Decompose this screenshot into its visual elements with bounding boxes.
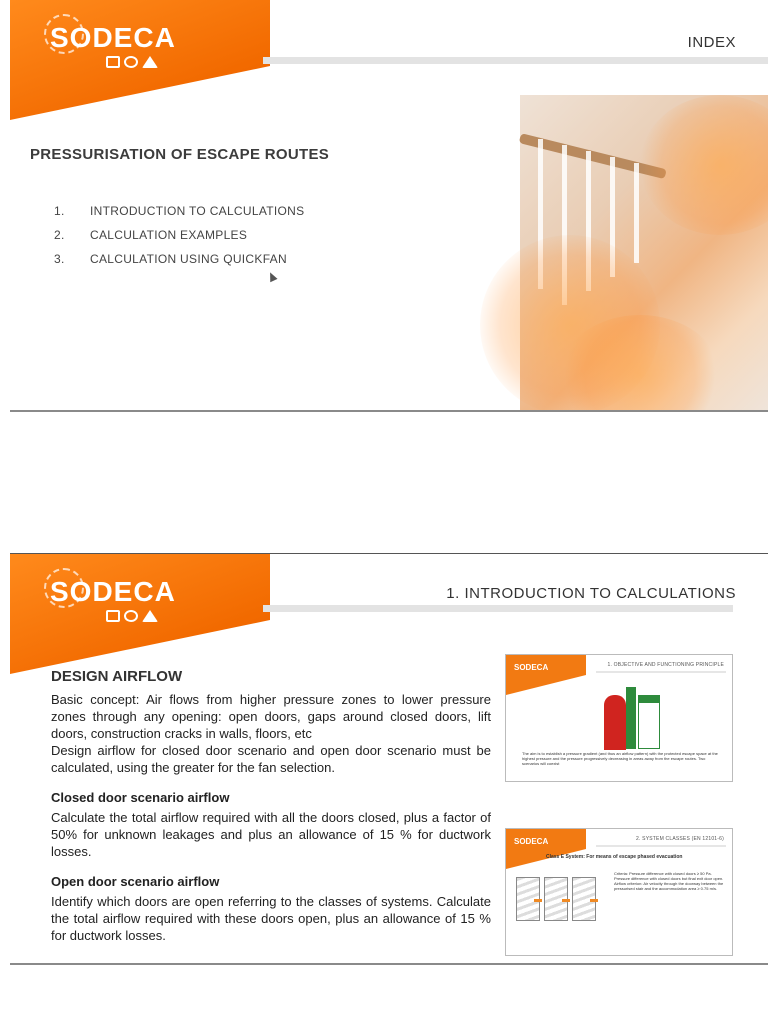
thumb-criteria: Criteria: Pressure difference with closed doors ≥ 50 Pa. Pressure difference with closed doors but final exit door open. Airflow criterion: Air velocity through the doorway between the pressurised stair and the accommodation area ≥ 0.75 m/s. xyxy=(614,871,724,891)
index-item-label: CALCULATION EXAMPLES xyxy=(90,228,248,242)
grid-fan-icon xyxy=(106,56,120,68)
roof-fan-icon xyxy=(142,610,158,622)
intro-calculations-slide xyxy=(10,553,768,965)
sodeca-logo xyxy=(50,22,176,68)
grid-fan-icon xyxy=(106,610,120,622)
thumb-subtitle: Class E System: For means of escape phased evacuation xyxy=(546,854,683,860)
thumb-logo: SODECA xyxy=(514,837,549,846)
index-item-number: 3. xyxy=(54,252,65,266)
body-paragraph: Calculate the total airflow required with all the doors closed, plus a factor of 50% for unknown leakages and plus an allowance of 15 % for ductwork losses. xyxy=(51,810,491,859)
staircase-fire-photo xyxy=(520,95,768,410)
building-diagram xyxy=(604,695,626,750)
roof-fan-icon xyxy=(142,56,158,68)
section-heading: DESIGN AIRFLOW xyxy=(51,668,183,685)
logo-wordmark: SODECA xyxy=(50,576,176,607)
index-item-label: INTRODUCTION TO CALCULATIONS xyxy=(90,204,305,218)
logo-symbols xyxy=(106,610,176,622)
slide-thumbnail-system-classes[interactable] xyxy=(505,828,733,956)
index-item-number: 1. xyxy=(54,204,65,218)
index-item[interactable] xyxy=(54,204,304,228)
logo-symbols xyxy=(106,56,176,68)
slide-thumbnail-objective[interactable] xyxy=(505,654,733,782)
header-bar xyxy=(263,605,733,612)
thumb-logo: SODECA xyxy=(514,663,549,672)
index-item[interactable] xyxy=(54,252,304,276)
slide-header-title: INDEX xyxy=(687,34,736,51)
subheading-closed-door: Closed door scenario airflow xyxy=(51,790,230,805)
thumb-title: 2. SYSTEM CLASSES (EN 12101-6) xyxy=(636,836,724,842)
index-item-number: 2. xyxy=(54,228,65,242)
index-title: PRESSURISATION OF ESCAPE ROUTES xyxy=(30,146,330,163)
fan-logo-icon xyxy=(44,568,84,608)
logo-wordmark: SODECA xyxy=(50,22,176,53)
round-fan-icon xyxy=(124,56,138,68)
slide-divider xyxy=(10,963,768,965)
thumb-caption: The aim is to establish a pressure gradient (and thus an airflow pattern) with the protected escape space at the highest pressure and the pressure progressively decreasing in areas away from the escape routes. Two scenarios will coexist xyxy=(522,751,718,766)
body-paragraph: Identify which doors are open referring to the classes of systems. Calculate the total airflow required with these doors open, plus an allowance of 15 % for ductwork losses. xyxy=(51,894,491,943)
subheading-open-door: Open door scenario airflow xyxy=(51,874,220,889)
index-item-label: CALCULATION USING QUICKFAN xyxy=(90,252,287,266)
slide-body xyxy=(51,668,491,944)
sodeca-logo xyxy=(50,576,176,622)
body-paragraph: Basic concept: Air flows from higher pressure zones to lower pressure zones through any opening: open doors, gaps around closed doors, lift doors, construction cracks in walls, floors, etc xyxy=(51,692,491,741)
body-paragraph: Design airflow for closed door scenario and open door scenario must be calculated, using the greater for the fan selection. xyxy=(51,743,491,775)
index-list xyxy=(54,204,304,276)
slide-header-title: 1. INTRODUCTION TO CALCULATIONS xyxy=(446,585,736,602)
header-bar xyxy=(263,57,768,64)
fan-logo-icon xyxy=(44,14,84,54)
slide-divider xyxy=(10,410,768,412)
index-slide xyxy=(10,0,768,412)
thumb-title: 1. OBJECTIVE AND FUNCTIONING PRINCIPLE xyxy=(607,662,724,668)
index-item[interactable] xyxy=(54,228,304,252)
round-fan-icon xyxy=(124,610,138,622)
